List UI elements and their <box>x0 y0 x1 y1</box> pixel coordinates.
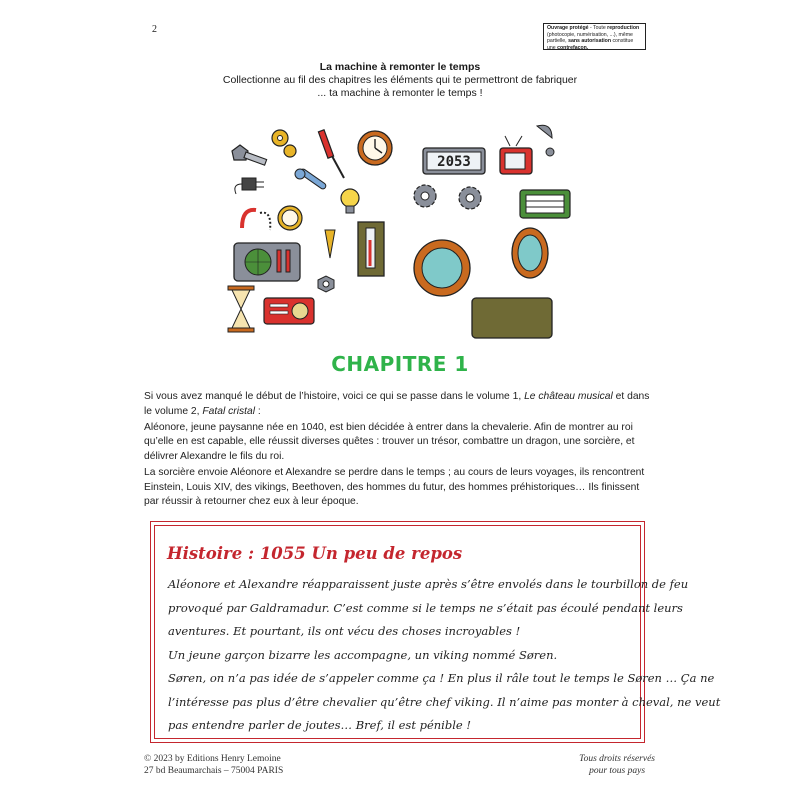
summary-paragraph-3: La sorcière envoie Aléonore et Alexandre se perdre dans le temps ; au cours de leurs voyages, ils rencontrent Einstein, Louis XIV, des vikings, Beethoven, des hommes du futur, des hommes préhistoriques… Ils finissent par réussir à retourner chez eux à leur époque. <box>144 466 645 508</box>
notice-text-2: (photocopie, numérisation, ...), même partielle, <box>547 31 633 44</box>
metal-panel-icon <box>472 298 552 338</box>
intro-title: La machine à remonter le temps <box>319 61 481 73</box>
volume1-title: Le château musical <box>524 391 613 402</box>
story-line: l’intéresse pas plus d’être chevalier qu’être chef viking. Il n’aime pas monter à cheval, ne veut <box>168 694 721 709</box>
story-line: Søren, on n’a pas idée de s’appeler comme ça ! En plus il râle tout le temps le Søren … Ça ne <box>168 671 715 685</box>
page-number: 2 <box>152 24 157 35</box>
story-box <box>150 521 721 743</box>
date-counter-digits: 2053 <box>437 154 471 170</box>
alarm-clock-icon <box>278 206 302 230</box>
summary-p1-text-a: Si vous avez manqué le début de l’histoire, voici ce qui se passe dans le volume 1, <box>144 391 525 402</box>
notice-text-3: constitue une <box>547 38 634 50</box>
small-gear-icon <box>272 130 296 157</box>
light-bulb-icon <box>341 189 359 213</box>
power-plug-icon <box>235 178 264 194</box>
notice-bold-3: sans autorisation <box>568 38 612 44</box>
screwdriver-icon <box>318 130 344 178</box>
time-machine-parts-illustration <box>220 118 580 343</box>
chapter-title: CHAPITRE 1 <box>331 352 469 376</box>
summary-p1-text-b: et dans le volume 2, <box>144 391 650 417</box>
thermometer-icon <box>358 222 384 276</box>
rights-notice <box>579 754 655 777</box>
spring-icon <box>242 210 270 230</box>
story-text <box>168 573 721 738</box>
summary-paragraph-2: Aléonore, jeune paysanne née en 1040, est bien décidée à entrer dans la chevalerie. Afin de montrer au roi qu’elle en est capable, elle réussit diverses quêtes : trouver un trésor, combattre un dragon, une sorcière, et délivrer Alexandre le fils du roi. <box>144 421 635 462</box>
rights-line-1: Tous droits réservés <box>579 754 655 764</box>
rights-line-2: pour tous pays <box>589 765 646 776</box>
gear-icon <box>414 185 481 209</box>
summary-p1-text-c: : <box>255 405 261 417</box>
summary-text <box>144 390 656 511</box>
satellite-dish-icon <box>537 125 554 156</box>
screw-icon <box>325 230 335 258</box>
wall-clock-icon <box>358 131 392 165</box>
wrench-icon <box>295 168 327 190</box>
bolt-icon <box>232 145 267 165</box>
publisher-line-2: 27 bd Beaumarchais – 75004 PARIS <box>144 765 284 776</box>
publisher-line-1: © 2023 by Editions Henry Lemoine <box>144 754 281 764</box>
notice-bold-2: reproduction <box>607 25 640 31</box>
tv-icon <box>500 136 532 174</box>
date-counter-icon <box>423 148 485 174</box>
story-line: aventures. Et pourtant, ils ont vécu des choses incroyables ! <box>168 624 521 638</box>
story-title: Histoire : 1055 Un peu de repos <box>167 544 463 563</box>
publisher-info <box>144 754 283 777</box>
radar-device-icon <box>234 243 300 281</box>
copyright-notice-box <box>543 23 646 50</box>
notice-bold-label: Ouvrage protégé <box>547 25 589 31</box>
summary-paragraph-1 <box>144 390 656 419</box>
porthole-icon <box>414 240 470 296</box>
story-line: Un jeune garçon bizarre les accompagne, un viking nommé Søren. <box>168 647 558 662</box>
hourglass-icon <box>228 286 254 332</box>
intro-block <box>150 60 650 100</box>
radio-device-icon <box>264 298 314 324</box>
notice-text-1: - Toute <box>588 25 608 31</box>
intro-line-2: ... ta machine à remonter le temps ! <box>317 87 483 99</box>
story-line: pas entendre parler de joutes… Bref, il est pénible ! <box>168 718 471 732</box>
intro-line-1: Collectionne au fil des chapitres les éléments qui te permettront de fabriquer <box>222 74 578 86</box>
volume2-title: Fatal cristal <box>202 405 256 417</box>
story-line: provoqué par Galdramadur. C’est comme si le temps ne s’était pas écoulé pendant leurs <box>168 600 683 615</box>
story-line: Aléonore et Alexandre réapparaissent juste après s’être envolés dans le tourbillon de feu <box>168 577 689 591</box>
notice-bold-4: contrefaçon. <box>557 44 589 50</box>
oval-window-icon <box>512 228 548 278</box>
keyboard-device-icon <box>520 190 570 218</box>
nut-icon <box>318 276 334 292</box>
